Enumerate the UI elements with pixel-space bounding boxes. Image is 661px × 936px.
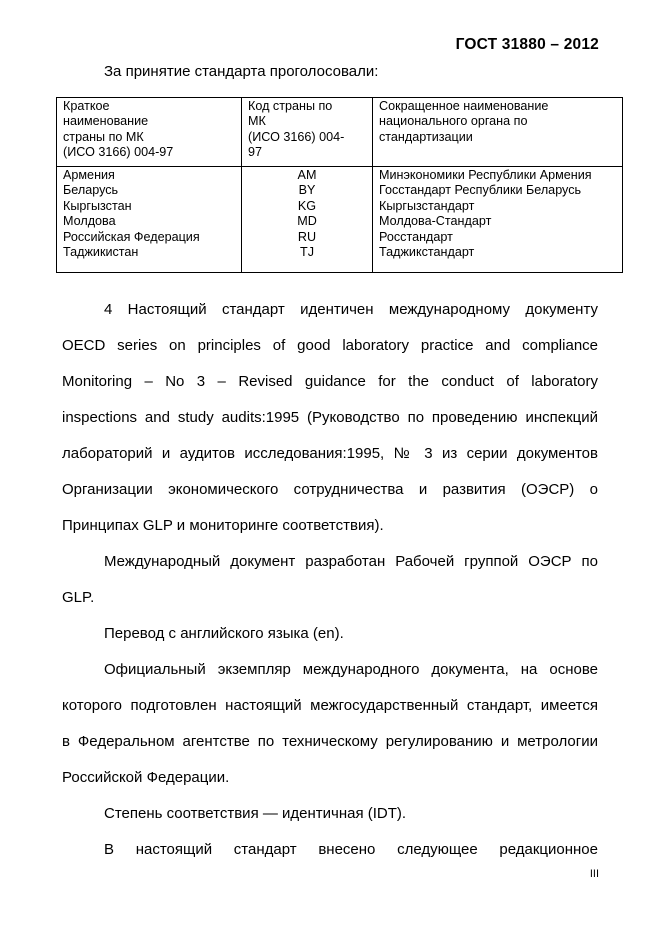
paragraph-conformity-degree: Степень соответствия — идентичная (IDT). [104, 805, 407, 822]
country-name: Кыргызстан [63, 198, 132, 213]
paragraph-editorial-change: В настоящий стандарт внесено следующее редакционное [104, 841, 598, 858]
vote-heading: За принятие стандарта проголосовали: [104, 63, 379, 80]
paragraph-translation: Перевод с английского языка (en). [104, 625, 344, 642]
voting-countries-table [56, 97, 623, 273]
header-standards-body: Сокращенное наименование национального органа по стандартизации [373, 98, 623, 167]
header-country-name: Краткое наименование страны по МК (ИСО 3166) 004-97 [57, 98, 242, 167]
country-code: BY [298, 183, 316, 198]
standards-body: Таджикстандарт [379, 245, 475, 260]
standards-body: Росстандарт [379, 229, 453, 244]
country-code: RU [297, 229, 317, 244]
country-name: Армения [63, 168, 115, 182]
country-code: TJ [300, 245, 314, 260]
header-country-code: Код страны по МК (ИСО 3166) 004- 97 [242, 98, 373, 167]
standards-body: Минэкономики Республики Армения [379, 168, 592, 182]
paragraph-developer: Международный документ разработан Рабочей группой ОЭСР по GLP. [62, 553, 598, 606]
standards-body: Молдова-Стандарт [379, 214, 492, 229]
paragraph-idt-reference: 4 Настоящий стандарт идентичен международному документу OECD series on principles of good laboratory practice and compliance Monitoring – No 3 – Revised guidance for the conduct of laboratory inspections and study audits:1995 (Руководство по проведению инспекций лабораторий и аудитов исследования:1995, № 3 из серии документов Организации экономического сотрудничества и развития (ОЭСР) о Принципах GLP и мониторинге соответствия). [62, 301, 598, 534]
country-codes-cell [242, 167, 373, 273]
country-names-cell [57, 167, 242, 273]
country-name: Таджикистан [63, 245, 139, 260]
country-code: MD [297, 214, 317, 229]
country-code: AM [297, 168, 317, 182]
page-number: III [589, 868, 599, 880]
document-id: ГОСТ 31880 – 2012 [455, 36, 599, 53]
standards-body: Кыргызстандарт [379, 198, 475, 213]
country-name: Российская Федерация [63, 229, 200, 244]
country-name: Молдова [63, 214, 116, 229]
table-header-row [57, 98, 623, 167]
standards-bodies-cell [373, 167, 623, 273]
paragraph-official-copy: Официальный экземпляр международного документа, на основе которого подготовлен настоящий межгосударственный стандарт, имеется в Федеральном агентстве по техническому регулированию и метрологии Российской Федерации. [62, 661, 598, 786]
country-name: Беларусь [63, 183, 119, 198]
table-row [57, 167, 623, 273]
country-code: KG [297, 198, 317, 213]
standards-body: Госстандарт Республики Беларусь [379, 183, 582, 198]
